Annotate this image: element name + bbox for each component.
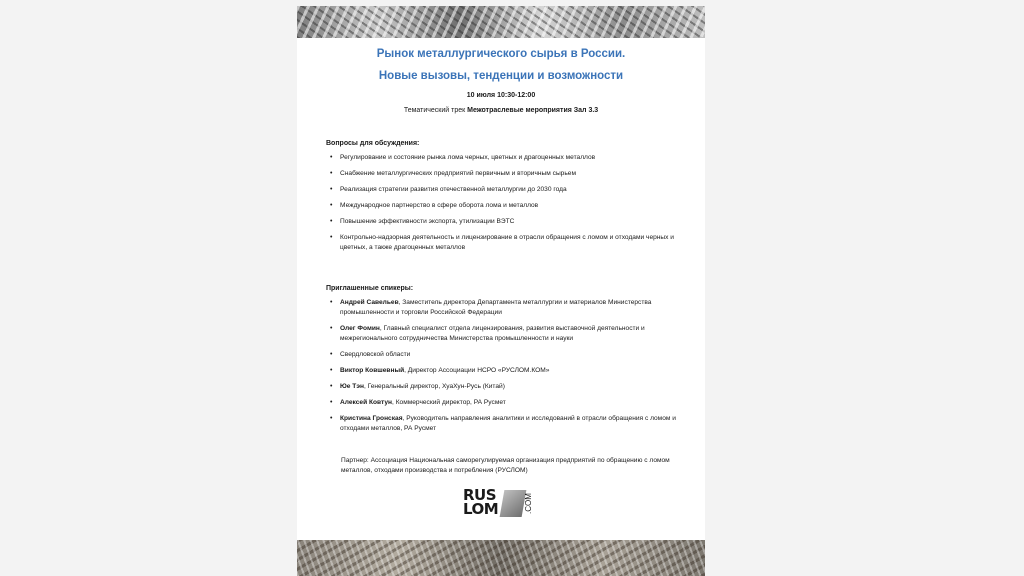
speaker-name: Олег Фомин: [340, 325, 380, 332]
track-name: Межотраслевые мероприятия Зал 3.3: [467, 107, 599, 114]
speaker-item: [340, 382, 681, 392]
document-page: [297, 6, 705, 576]
speaker-item: [340, 366, 681, 376]
speaker-name: Виктор Ковшевный: [340, 367, 405, 374]
partner-text: Партнер: Ассоциация Национальная саморегулируемая организация предприятий по обращению с ломом металлов, отходами производства и потребления (РУСЛОМ): [341, 457, 670, 474]
questions-list: [297, 153, 705, 253]
speaker-role: , Директор Ассоциации НСРО «РУСЛОМ.КОМ»: [404, 367, 550, 374]
logo-text: [463, 488, 498, 516]
speaker-name: Юе Тэн: [340, 383, 364, 390]
speaker-role: , Коммерческий директор, РА Русмет: [392, 399, 506, 406]
ruslom-logo: [463, 488, 543, 522]
speaker-item: [340, 298, 681, 318]
speaker-role: , Заместитель директора Департамента металлургии и материалов Министерства промышленности и торговли Российской Федерации: [340, 299, 652, 316]
speaker-name: Кристина Гронская: [340, 415, 403, 422]
questions-heading: Вопросы для обсуждения:: [326, 140, 420, 147]
speakers-heading: Приглашенные спикеры:: [326, 285, 414, 292]
bottom-banner-image: [297, 540, 705, 576]
speaker-name: Андрей Савельев: [340, 299, 399, 306]
speaker-item: [340, 414, 681, 434]
speakers-list: [297, 298, 705, 434]
top-banner-image: [297, 6, 705, 38]
logo-line-1: RUS: [463, 486, 497, 504]
speaker-name: Алексей Ковтун: [340, 399, 393, 406]
question-item: • Повышение эффективности экспорта, утилизации ВЭТС: [340, 217, 681, 227]
event-track: [297, 107, 705, 114]
question-item: • Регулирование и состояние рынка лома черных, цветных и драгоценных металлов: [340, 153, 681, 163]
logo-suffix: .COM: [524, 493, 533, 514]
title-line-1: Рынок металлургического сырья в России.: [376, 48, 626, 60]
speaker-role: , Руководитель направления аналитики и исследований в отрасли обращения с ломом и отходами металлов, РА Русмет: [340, 415, 676, 432]
track-prefix: Тематический трек: [403, 107, 468, 114]
speaker-item: [340, 398, 681, 408]
logo-mark-icon: [500, 490, 527, 517]
logo-line-2: LOM: [463, 500, 499, 518]
question-item: • Контрольно-надзорная деятельность и лицензирование в отрасли обращения с ломом и отходами черных и цветных, а также драгоценных металлов: [340, 233, 681, 253]
question-item: • Снабжение металлургических предприятий первичным и вторичным сырьем: [340, 169, 681, 179]
question-item: • Реализация стратегии развития отечественной металлургии до 2030 года: [340, 185, 681, 195]
question-item: • Международное партнерство в сфере оборота лома и металлов: [340, 201, 681, 211]
speaker-role: Свердловской области: [340, 351, 411, 358]
speaker-role: , Генеральный директор, ХуаХун-Русь (Китай): [363, 383, 505, 390]
speaker-item: [340, 324, 681, 344]
speaker-item: [340, 350, 681, 360]
speaker-role: , Главный специалист отдела лицензирования, развития выставочной деятельности и межрегионального сотрудничества Министерства промышленности и науки: [340, 325, 645, 342]
title-line-2: Новые вызовы, тенденции и возможности: [378, 70, 624, 82]
event-date: 10 июля 10:30-12:00: [466, 92, 536, 99]
